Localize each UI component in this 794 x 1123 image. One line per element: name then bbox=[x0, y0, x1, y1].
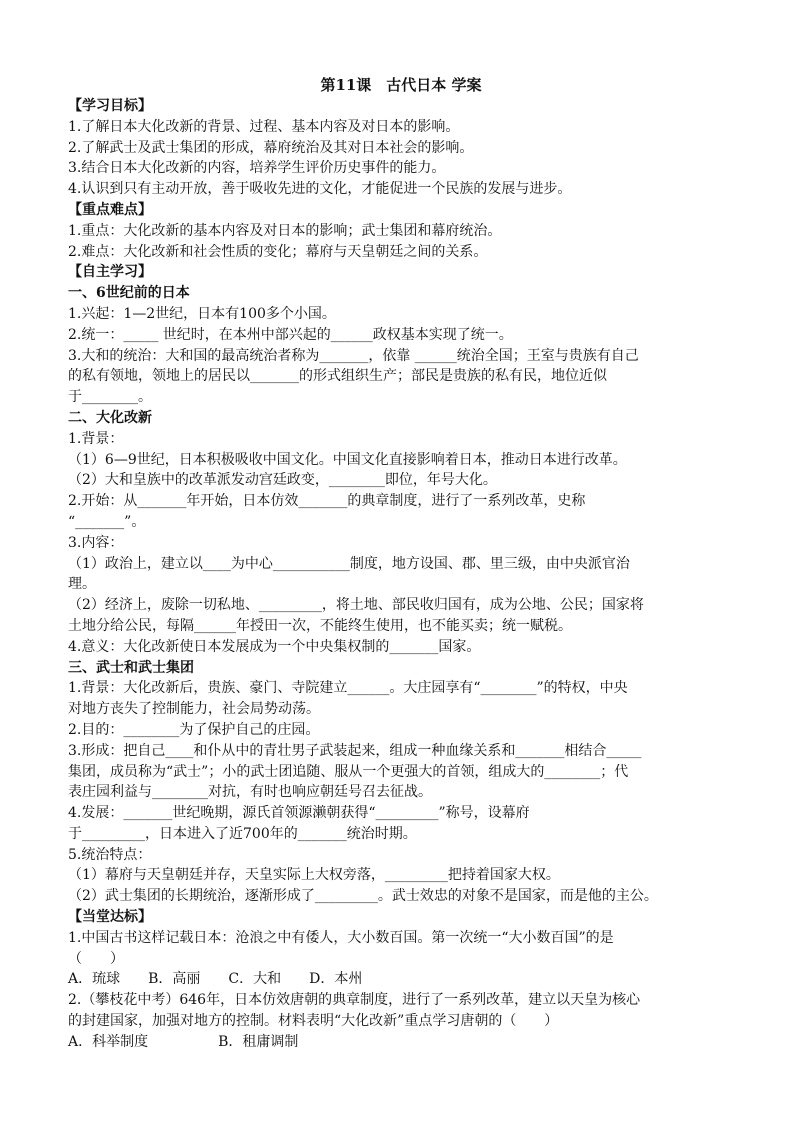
text-line: （1）6—9世纪，日本积极吸收中国文化。中国文化直接影响着日本，推动日本进行改革。 bbox=[68, 451, 627, 468]
text-line: 1.兴起：1—2世纪，日本有100多个小国。 bbox=[68, 305, 336, 322]
section-heading-in-class: 【当堂达标】 bbox=[68, 909, 152, 926]
text-line: 土地分给公民，每隔______年授田一次，不能终生使用，也不能买卖；统一赋税。 bbox=[68, 617, 572, 634]
text-line: 1.背景： bbox=[68, 430, 124, 447]
subsection-title-pre6c-japan: 一、6世纪前的日本 bbox=[68, 285, 190, 302]
text-line: 5.统治特点： bbox=[68, 846, 152, 863]
section-heading-goals: 【学习目标】 bbox=[68, 98, 152, 114]
text-line: 2.统一：_____ 世纪时，在本州中部兴起的______政权基本实现了统一。 bbox=[68, 326, 513, 343]
question-2-stem-cont: 的封建国家，加强对地方的控制。材料表明“大化改新”重点学习唐朝的（ ） bbox=[68, 1013, 559, 1030]
text-line: （2）大和皇族中的改革派发动宫廷政变，________即位，年号大化。 bbox=[68, 472, 497, 489]
text-line: 3.内容： bbox=[68, 534, 124, 551]
text-line: 于________。 bbox=[68, 389, 152, 406]
text-line: （2）武士集团的长期统治，逐渐形成了_________。武士效忠的对象不是国家，而是他的主公。 bbox=[68, 888, 658, 905]
question-1-options: A．琉球 B．高丽 C．大和 D．本州 bbox=[68, 971, 363, 988]
goal-line: 4.认识到只有主动开放，善于吸收先进的文化，才能促进一个民族的发展与进步。 bbox=[68, 181, 572, 198]
text-line: 2.开始：从_______年开始，日本仿效_______的典章制度，进行了一系列改革，史称 bbox=[68, 493, 586, 510]
question-1-answer-bracket: （ ） bbox=[68, 950, 124, 967]
worksheet-page bbox=[68, 74, 728, 1053]
text-line: 的私有领地，领地上的居民以_______的形式组织生产；部民是贵族的私有民，地位近似 bbox=[68, 368, 607, 385]
text-line: 3.形成：把自己____和仆从中的青壮男子武装起来，组成一种血缘关系和_______相结合_____ bbox=[68, 742, 642, 759]
text-line: 对地方丧失了控制能力，社会局势动荡。 bbox=[68, 701, 320, 718]
goal-line: 3.结合日本大化改新的内容，培养学生评价历史事件的能力。 bbox=[68, 160, 446, 177]
key-line: 2.难点：大化改新和社会性质的变化；幕府与天皇朝廷之间的关系。 bbox=[68, 243, 488, 260]
text-line: 理。 bbox=[68, 576, 96, 593]
goal-line: 2.了解武士及武士集团的形成，幕府统治及其对日本社会的影响。 bbox=[68, 139, 474, 156]
question-2-options: A．科举制度 B．租庸调制 bbox=[68, 1033, 299, 1050]
section-heading-self-study: 【自主学习】 bbox=[68, 264, 152, 281]
text-line: 于_________，日本进入了近700年的_______统治时期。 bbox=[68, 825, 417, 842]
text-line: 2.目的：________为了保护自己的庄园。 bbox=[68, 721, 320, 738]
question-2-stem: 2.（攀枝花中考）646年，日本仿效唐朝的典章制度，进行了一系列改革，建立以天皇为核心 bbox=[68, 992, 641, 1009]
text-line: 4.发展：_______世纪晚期，源氏首领源濑朝获得“_________”称号，设幕府 bbox=[68, 805, 530, 822]
text-line: （1）幕府与天皇朝廷并存，天皇实际上大权旁落，_________把持着国家大权。 bbox=[68, 867, 560, 884]
text-line: 表庄园利益与________对抗，有时也响应朝廷号召去征战。 bbox=[68, 784, 432, 801]
subsection-title-taika-reform: 二、大化改新 bbox=[68, 409, 152, 426]
text-line: 3.大和的统治：大和国的最高统治者称为_______，依靠 ______统治全国；王室与贵族有自己 bbox=[68, 347, 639, 364]
text-line: （2）经济上，废除一切私地、_________，将土地、部民收归国有，成为公地、公民；国家将 bbox=[68, 597, 644, 614]
page-title: 第11课 古代日本 学案 bbox=[320, 76, 482, 94]
question-1-stem: 1.中国古书这样记载日本：沧浪之中有倭人，大小数百国。第一次统一“大小数百国”的是 bbox=[68, 929, 614, 946]
text-line: （1）政治上，建立以____为中心___________制度，地方设国、郡、里三级，由中央派官治 bbox=[68, 555, 630, 572]
text-line: 4.意义：大化改新使日本发展成为一个中央集权制的_______国家。 bbox=[68, 638, 481, 655]
goal-line: 1.了解日本大化改新的背景、过程、基本内容及对日本的影响。 bbox=[68, 118, 460, 135]
section-heading-key-points: 【重点难点】 bbox=[68, 201, 152, 218]
subsection-title-samurai: 三、武士和武士集团 bbox=[68, 659, 194, 676]
key-line: 1.重点：大化改新的基本内容及对日本的影响；武士集团和幕府统治。 bbox=[68, 222, 502, 239]
text-line: 1.背景：大化改新后，贵族、豪门、寺院建立______。大庄园享有“________”的特权，中央 bbox=[68, 680, 628, 697]
text-line: 集团，成员称为“武士”；小的武士团追随、服从一个更强大的首领，组成大的________；代 bbox=[68, 763, 629, 780]
text-line: “_______”。 bbox=[68, 513, 146, 530]
